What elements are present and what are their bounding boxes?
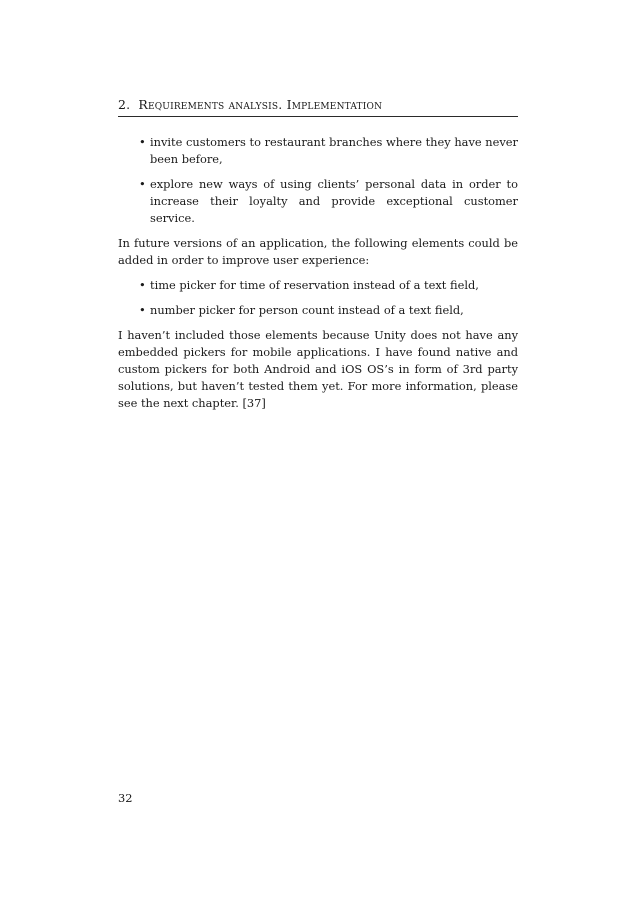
list-item [118,277,518,294]
page-number: 32 [118,791,133,805]
list-item-text: time picker for time of reservation instead of a text field, [150,278,479,292]
list-item-text: number picker for person count instead of a text field, [150,303,464,317]
list-item [118,302,518,319]
list-item [118,134,518,168]
bullet-icon: • [139,135,146,149]
running-header [118,97,518,117]
bullet-list-pickers [118,277,518,319]
body-text [118,134,518,420]
bullet-list-goals [118,134,518,227]
paragraph-future-versions: In future versions of an application, the following elements could be added in order to improve user experience: [118,236,518,267]
paragraph-unity-pickers: I haven’t included those elements because Unity does not have any embedded pickers for mobile applications. I have found native and custom pickers for both Android and iOS OS’s in form of 3rd party solutions, but haven’t tested them yet. For more information, please see the next chapter. [37] [118,328,518,410]
bullet-icon: • [139,177,146,191]
bullet-icon: • [139,303,146,317]
chapter-number: 2. [118,97,131,112]
bullet-icon: • [139,278,146,292]
chapter-title: Requirements analysis. Implementation [138,97,383,112]
list-item [118,176,518,227]
list-item-text: invite customers to restaurant branches where they have never been before, [150,135,518,166]
list-item-text: explore new ways of using clients’ personal data in order to increase their loyalty and provide exceptional customer service. [150,177,518,225]
